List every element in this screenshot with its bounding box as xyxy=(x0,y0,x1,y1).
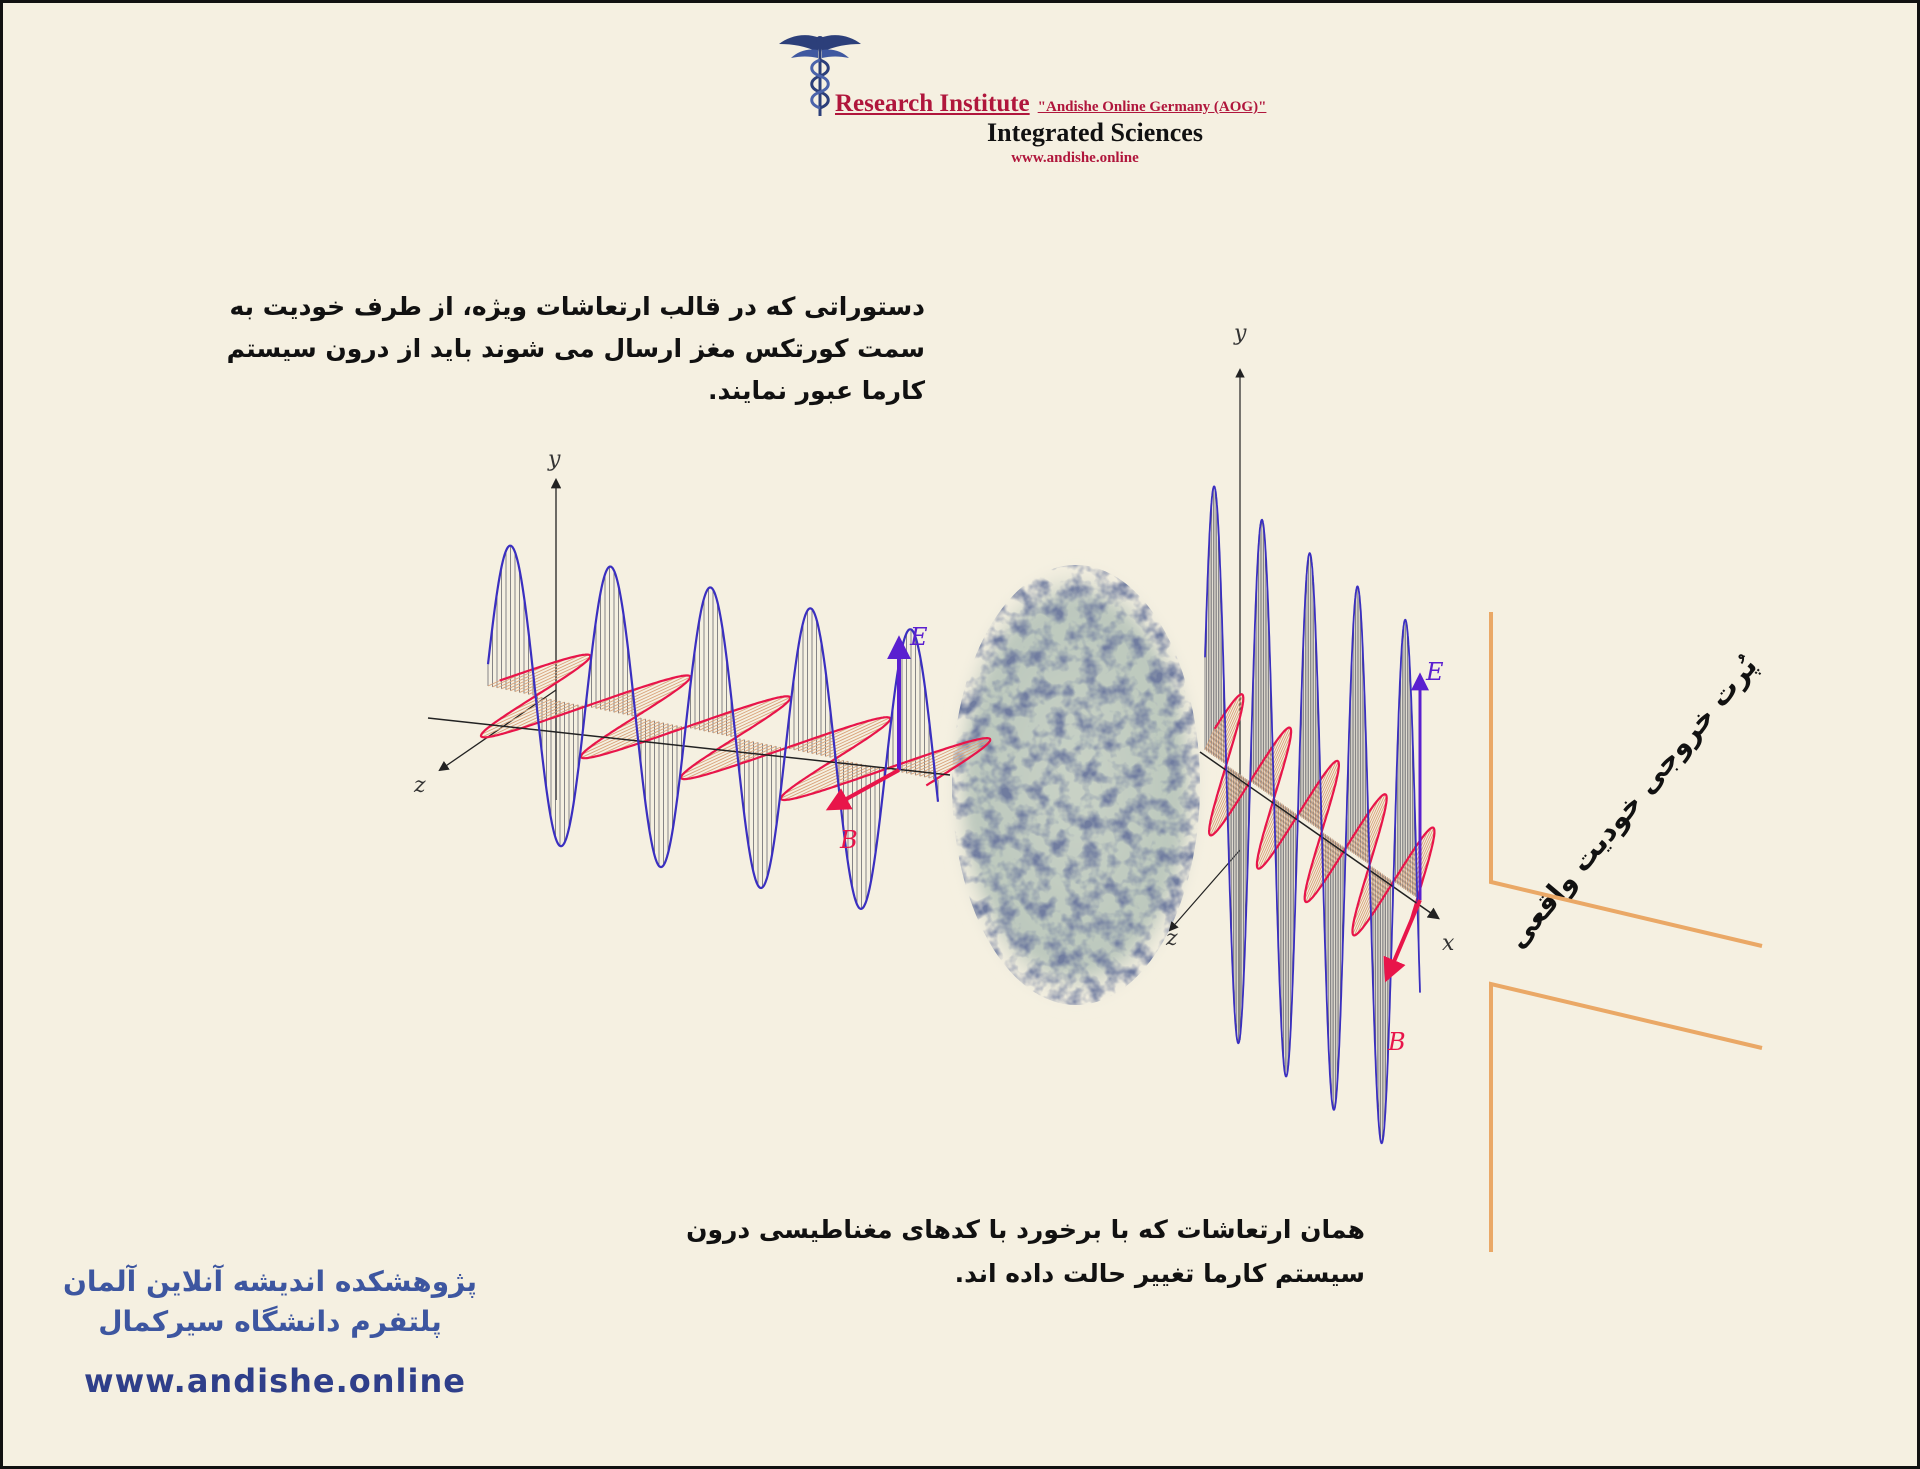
b-field-hatch-line xyxy=(803,720,872,752)
brand-title: Integrated Sciences xyxy=(987,118,1203,147)
footer-line-2: پلتفرم دانشگاه سیرکمال xyxy=(98,1305,442,1338)
footer-org-name xyxy=(60,1262,480,1342)
left-z-label: z xyxy=(414,773,426,798)
left-b-hatch xyxy=(481,655,989,800)
right-b-label: B xyxy=(1388,1028,1406,1056)
bottom-annotation: همان ارتعاشات که با برخورد با کدهای مغناطیسی درون سیستم کارما تغییر حالت داده اند. xyxy=(686,1215,1365,1288)
b-field-hatch-line xyxy=(619,682,688,714)
b-field-hatch-line xyxy=(718,701,789,734)
right-y-label: y xyxy=(1234,321,1247,346)
b-field-hatch-line xyxy=(520,662,586,693)
footer-line-1: پژوهشکده اندیشه آنلاین آلمان xyxy=(62,1265,478,1298)
b-field-hatch-line xyxy=(524,670,576,694)
b-field-hatch-line xyxy=(784,762,852,793)
b-field-hatch-line xyxy=(704,698,775,731)
footer-website-link[interactable]: www.andishe.online xyxy=(84,1362,466,1400)
left-wave xyxy=(413,447,990,909)
top-annotation: دستوراتی که در قالب ارتعاشات ویژه، از طرف خودیت به سمت کورتکس مغز ارسال می شوند باید از درون سیستم کارما عبور نمایند. xyxy=(226,292,925,405)
right-x-label: x xyxy=(1442,931,1455,956)
port-label: پُرت خروجی خودیت واقعی xyxy=(1500,649,1764,955)
left-e-label: E xyxy=(910,623,928,651)
brand-subtitle[interactable]: "Andishe Online Germany (AOG)" xyxy=(1037,99,1267,115)
b-field-hatch-line xyxy=(1353,873,1381,935)
b-field-hatch-line xyxy=(488,681,500,686)
port-lower-wall xyxy=(1491,984,1762,1252)
b-field-hatch-line xyxy=(487,699,551,729)
left-b-field-curve xyxy=(481,655,990,800)
left-b-label: B xyxy=(840,826,858,854)
right-wave xyxy=(1165,321,1455,1143)
right-e-label: E xyxy=(1426,658,1444,686)
brand-name[interactable]: Research Institute xyxy=(835,90,1030,117)
port-upper-wall xyxy=(1491,612,1764,955)
left-y-label: y xyxy=(548,447,561,472)
right-z-label: z xyxy=(1166,926,1178,951)
output-port xyxy=(1491,612,1762,1252)
brand-website-link[interactable]: www.andishe.online xyxy=(1011,150,1139,166)
b-field-hatch-line xyxy=(497,698,546,721)
